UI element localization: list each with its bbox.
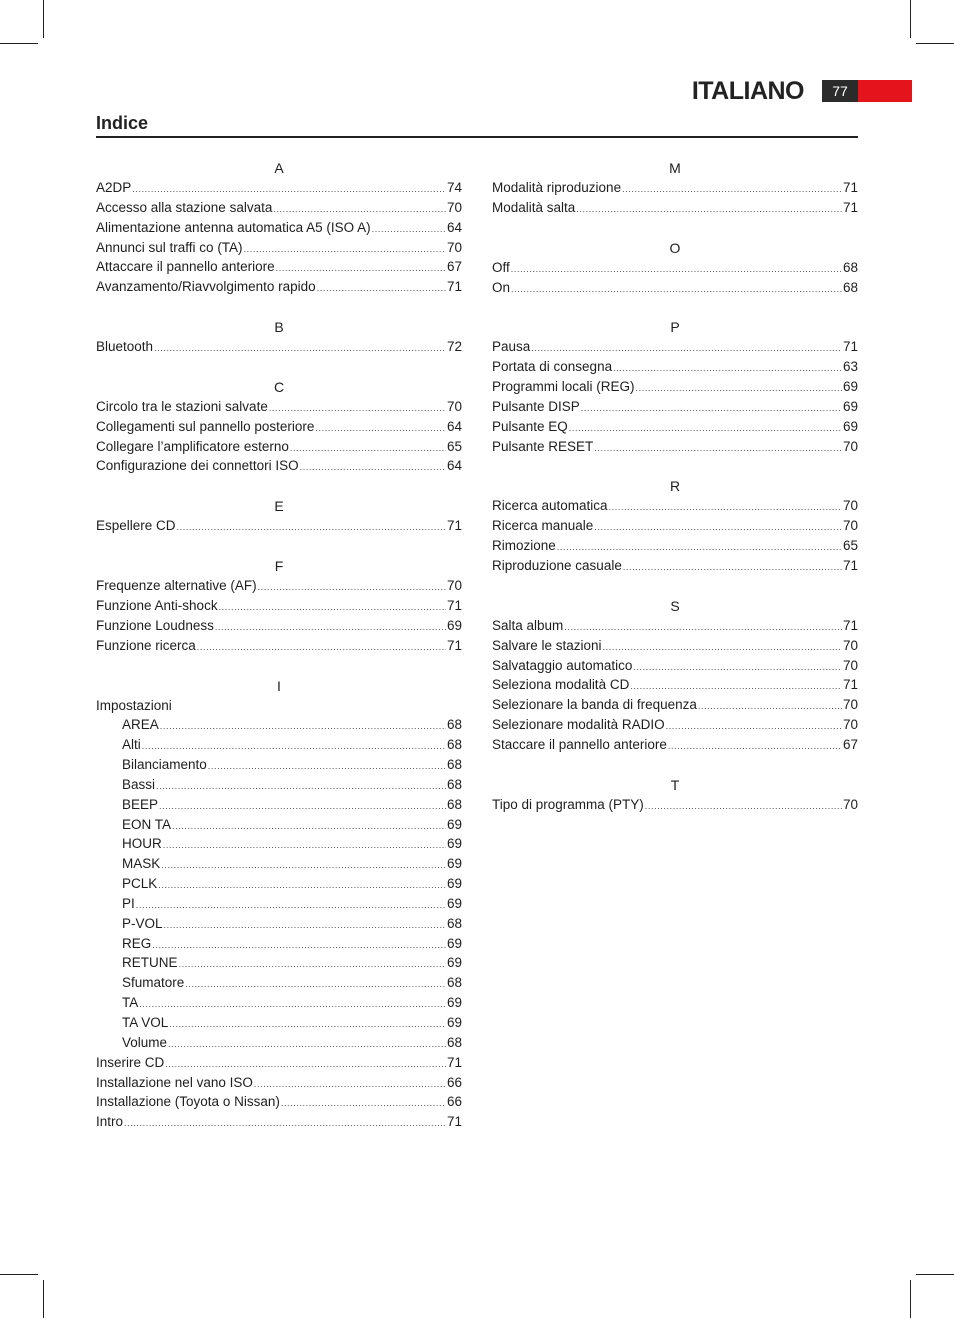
dot-leader — [219, 596, 446, 618]
crop-mark — [0, 43, 38, 44]
entry-page: 70 — [842, 717, 858, 733]
crop-mark — [0, 1274, 38, 1275]
dot-leader — [557, 536, 842, 558]
dot-leader — [300, 456, 446, 478]
entry-label: Collegare l’amplificatore esterno — [96, 438, 289, 454]
dot-leader — [244, 238, 446, 260]
entry-page: 71 — [842, 199, 858, 215]
index-letter: P — [670, 319, 680, 336]
entry-label: Selezionare modalità RADIO — [492, 717, 665, 733]
entry-label: HOUR — [122, 836, 162, 852]
entry-page: 70 — [842, 657, 858, 673]
dot-leader — [139, 993, 446, 1015]
entry-page: 71 — [842, 617, 858, 633]
index-entry[interactable] — [492, 496, 858, 516]
group-spacer — [96, 656, 462, 676]
entry-label: Volume — [122, 1034, 168, 1050]
entry-page: 74 — [446, 180, 462, 195]
index-entry[interactable] — [96, 775, 462, 795]
entry-page: 69 — [446, 876, 462, 892]
index-entry[interactable] — [96, 397, 462, 417]
dot-leader — [290, 437, 446, 459]
entry-label: Attaccare il pannello anteriore — [96, 259, 275, 275]
index-entry[interactable] — [96, 854, 462, 874]
entry-label: Circolo tra le stazioni salvate — [96, 398, 268, 414]
entry-label: Intro — [96, 1114, 124, 1130]
entry-label: Selezionare la banda di frequenza — [492, 697, 697, 713]
index-entry[interactable] — [492, 357, 858, 377]
entry-page: 70 — [842, 796, 858, 812]
dot-leader — [142, 735, 446, 757]
entry-label: Portata di consegna — [492, 359, 613, 375]
index-entry[interactable] — [492, 616, 858, 636]
index-entry[interactable] — [96, 596, 462, 616]
dot-leader — [317, 277, 446, 299]
entry-page: 71 — [842, 557, 858, 573]
index-entry[interactable] — [492, 556, 858, 576]
index-entry[interactable] — [96, 198, 462, 218]
group-spacer — [492, 456, 858, 476]
entry-page: 70 — [842, 498, 858, 514]
index-entry[interactable] — [492, 397, 858, 417]
entry-label: Pausa — [492, 339, 531, 355]
entry-label: Annunci sul traffi co (TA) — [96, 239, 243, 255]
entry-label: Tipo di programma (PTY) — [492, 796, 644, 812]
entry-page: 68 — [446, 915, 462, 931]
entry-page: 63 — [842, 359, 858, 375]
index-entry[interactable] — [96, 894, 462, 914]
dot-leader — [668, 735, 842, 757]
index-letter: O — [669, 239, 681, 256]
entry-label: Pulsante EQ — [492, 418, 568, 434]
dot-leader — [132, 178, 446, 200]
crop-mark — [910, 1280, 911, 1318]
dot-leader — [511, 258, 842, 280]
index-entry[interactable] — [96, 953, 462, 973]
dot-leader — [154, 337, 446, 359]
dot-leader — [281, 1092, 446, 1114]
entry-page: 67 — [446, 259, 462, 275]
index-letter: I — [277, 677, 281, 694]
entry-label: BEEP — [122, 796, 159, 812]
dot-leader — [636, 377, 842, 399]
crop-mark — [43, 1280, 44, 1318]
entry-label: Configurazione dei connettori ISO — [96, 458, 299, 474]
entry-label: Staccare il pannello anteriore — [492, 736, 667, 752]
entry-page: 68 — [446, 757, 462, 773]
entry-label: Off — [492, 259, 510, 275]
dot-leader — [633, 656, 842, 678]
entry-label: Salvataggio automatico — [492, 657, 633, 673]
index-letter: A — [274, 160, 284, 176]
entry-page: 70 — [842, 637, 858, 653]
entry-page: 71 — [446, 597, 462, 613]
dot-leader — [276, 257, 446, 279]
dot-leader — [124, 1112, 446, 1134]
index-entry[interactable] — [96, 973, 462, 993]
group-spacer — [492, 755, 858, 775]
dot-leader — [208, 755, 446, 777]
entry-page: 72 — [446, 339, 462, 355]
entry-label: Alti — [122, 737, 141, 753]
entry-label: On — [492, 279, 511, 295]
entry-page: 69 — [842, 398, 858, 414]
entry-page: 66 — [446, 1094, 462, 1110]
entry-page: 68 — [446, 737, 462, 753]
entry-page: 64 — [446, 458, 462, 474]
dot-leader — [269, 397, 446, 419]
entry-page: 70 — [446, 239, 462, 255]
index-entry[interactable] — [492, 437, 858, 457]
index-entry[interactable] — [96, 516, 462, 536]
entry-page: 69 — [446, 935, 462, 951]
index-letter: R — [669, 478, 681, 495]
entry-page: 69 — [446, 995, 462, 1011]
index-entry[interactable] — [492, 337, 858, 357]
entry-page: 68 — [842, 259, 858, 275]
dot-leader — [185, 973, 446, 995]
dot-leader — [622, 178, 842, 200]
index-entry[interactable] — [96, 696, 462, 716]
dot-leader — [581, 397, 842, 419]
dot-leader — [136, 894, 446, 916]
entry-label: Avanzamento/Riavvolgimento rapido — [96, 279, 316, 295]
entry-label: Rimozione — [492, 538, 556, 554]
index-entry[interactable] — [96, 218, 462, 238]
entry-page: 68 — [446, 717, 462, 733]
crop-mark — [916, 1274, 954, 1275]
dot-leader — [594, 437, 842, 459]
entry-label: Pulsante RESET — [492, 438, 594, 454]
entry-label: Modalità riproduzione — [492, 180, 622, 195]
index-entry[interactable] — [96, 755, 462, 775]
entry-label: Installazione (Toyota o Nissan) — [96, 1094, 280, 1110]
index-entry[interactable] — [96, 257, 462, 277]
page-number: 77 — [822, 80, 858, 102]
index-entry[interactable] — [96, 1013, 462, 1033]
index-entry[interactable] — [492, 795, 858, 815]
entry-label: Alimentazione antenna automatica A5 (ISO A) — [96, 219, 371, 235]
index-entry[interactable] — [492, 715, 858, 735]
dot-leader — [179, 953, 446, 975]
dot-leader — [623, 556, 842, 578]
entry-label: MASK — [122, 856, 161, 872]
dot-leader — [161, 854, 446, 876]
entry-label: PI — [122, 895, 135, 911]
entry-label: AREA — [122, 717, 159, 733]
dot-leader — [172, 815, 446, 837]
entry-label: Ricerca manuale — [492, 518, 594, 534]
index-letter: B — [274, 319, 284, 336]
entry-label: Funzione ricerca — [96, 637, 196, 653]
entry-page: 70 — [446, 199, 462, 215]
index-entry[interactable] — [96, 1092, 462, 1112]
entry-page: 70 — [446, 578, 462, 594]
dot-leader — [156, 775, 446, 797]
entry-page: 68 — [446, 975, 462, 991]
dot-leader — [372, 218, 446, 240]
index-letter: S — [670, 597, 680, 614]
entry-page: 64 — [446, 219, 462, 235]
dot-leader — [163, 834, 446, 856]
index-entry[interactable] — [492, 258, 858, 278]
entry-page: 69 — [446, 895, 462, 911]
dot-leader — [254, 1073, 446, 1095]
group-spacer — [492, 218, 858, 238]
dot-leader — [159, 795, 446, 817]
index-entry[interactable] — [96, 795, 462, 815]
dot-leader — [160, 715, 446, 737]
entry-page: 71 — [446, 1054, 462, 1070]
index-column-left — [96, 158, 462, 1132]
entry-label: Salvare le stazioni — [492, 637, 602, 653]
index-entry[interactable] — [96, 1033, 462, 1053]
dot-leader — [531, 337, 842, 359]
index-entry[interactable] — [492, 516, 858, 536]
index-entry[interactable] — [96, 934, 462, 954]
dot-leader — [197, 636, 446, 658]
index-entry[interactable] — [492, 636, 858, 656]
dot-leader — [169, 1013, 446, 1035]
entry-label: Seleziona modalità CD — [492, 677, 630, 693]
dot-leader — [630, 675, 842, 697]
group-spacer — [96, 357, 462, 377]
index-entry[interactable] — [492, 178, 858, 198]
index-entry[interactable] — [96, 238, 462, 258]
entry-label: Ricerca automatica — [492, 498, 608, 514]
index-entry[interactable] — [96, 834, 462, 854]
entry-label: Sfumatore — [122, 975, 185, 991]
index-entry[interactable] — [96, 456, 462, 476]
group-spacer — [492, 576, 858, 596]
index-column-right — [492, 158, 858, 815]
dot-leader — [158, 874, 446, 896]
entry-label: TA — [122, 995, 139, 1011]
group-spacer — [492, 297, 858, 317]
entry-page: 69 — [446, 1015, 462, 1030]
entry-label: Bluetooth — [96, 339, 154, 355]
dot-leader — [164, 914, 446, 936]
entry-label: Installazione nel vano ISO — [96, 1074, 253, 1090]
dot-leader — [273, 198, 446, 220]
dot-leader — [576, 198, 842, 220]
language-heading: ITALIANO — [691, 77, 804, 105]
entry-page: 70 — [446, 398, 462, 414]
title-rule — [96, 136, 858, 138]
dot-leader — [569, 417, 842, 439]
index-entry[interactable] — [96, 735, 462, 755]
dot-leader — [666, 715, 842, 737]
index-entry[interactable] — [492, 695, 858, 715]
index-entry[interactable] — [492, 278, 858, 298]
entry-label: Riproduzione casuale — [492, 557, 622, 573]
entry-page: 64 — [446, 418, 462, 434]
index-entry[interactable] — [96, 914, 462, 934]
group-spacer — [96, 536, 462, 556]
entry-label: Accesso alla stazione salvata — [96, 199, 273, 215]
dot-leader — [609, 496, 842, 518]
index-entry[interactable] — [492, 536, 858, 556]
index-entry[interactable] — [96, 277, 462, 297]
entry-label: Bilanciamento — [122, 757, 207, 773]
entry-page: 71 — [842, 339, 858, 355]
index-entry[interactable] — [96, 576, 462, 596]
index-entry[interactable] — [96, 178, 462, 198]
entry-label: Salta album — [492, 617, 564, 633]
dot-leader — [215, 616, 446, 638]
index-entry[interactable] — [492, 417, 858, 437]
entry-page: 71 — [446, 518, 462, 534]
entry-page: 69 — [446, 955, 462, 971]
entry-page: 68 — [842, 279, 858, 295]
dot-leader — [177, 516, 446, 538]
entry-label: Modalità salta — [492, 199, 576, 215]
entry-label: Inserire CD — [96, 1054, 165, 1070]
entry-page: 69 — [842, 418, 858, 434]
index-entry[interactable] — [96, 437, 462, 457]
group-spacer — [96, 476, 462, 496]
entry-label: A2DP — [96, 180, 132, 195]
group-spacer — [96, 297, 462, 317]
page-title: Indice — [96, 113, 149, 133]
dot-leader — [152, 934, 446, 956]
entry-page: 69 — [446, 617, 462, 633]
entry-page: 67 — [842, 736, 858, 752]
entry-label: Funzione Loudness — [96, 617, 214, 633]
index-entry[interactable] — [492, 735, 858, 755]
index-letter: F — [274, 558, 284, 575]
index-entry[interactable] — [96, 1112, 462, 1132]
dot-leader — [168, 1033, 446, 1055]
index-entry[interactable] — [96, 715, 462, 735]
entry-page: 71 — [446, 1114, 462, 1130]
entry-page: 69 — [446, 836, 462, 852]
entry-label: Frequenze alternative (AF) — [96, 578, 257, 594]
entry-label: Bassi — [122, 776, 156, 792]
index-entry[interactable] — [96, 874, 462, 894]
entry-page: 70 — [842, 697, 858, 713]
index-entry[interactable] — [492, 656, 858, 676]
dot-leader — [564, 616, 842, 638]
index-entry[interactable] — [492, 198, 858, 218]
entry-page: 71 — [446, 279, 462, 295]
index-letter: M — [669, 160, 681, 176]
dot-leader — [315, 417, 446, 439]
entry-label: Programmi locali (REG) — [492, 379, 635, 395]
entry-label: Espellere CD — [96, 518, 176, 534]
entry-page: 65 — [446, 438, 462, 454]
index-entry[interactable] — [96, 993, 462, 1013]
entry-page: 70 — [842, 518, 858, 534]
entry-page: 69 — [446, 856, 462, 872]
dot-leader — [613, 357, 842, 379]
entry-page: 66 — [446, 1074, 462, 1090]
index-entry[interactable] — [96, 337, 462, 357]
entry-page: 69 — [446, 816, 462, 832]
index-entry[interactable] — [96, 636, 462, 656]
entry-label: TA VOL — [122, 1015, 169, 1030]
index-entry[interactable] — [492, 675, 858, 695]
entry-label: P-VOL — [122, 915, 163, 931]
dot-leader — [603, 636, 842, 658]
entry-label: REG — [122, 935, 152, 951]
entry-page: 70 — [842, 438, 858, 454]
entry-label: PCLK — [122, 876, 158, 892]
entry-label: Impostazioni — [96, 697, 172, 713]
index-letter: E — [274, 498, 284, 515]
index-letter: C — [273, 378, 285, 395]
entry-label: RETUNE — [122, 955, 178, 971]
entry-page: 68 — [446, 1034, 462, 1050]
index-entry[interactable] — [96, 1073, 462, 1093]
crop-mark — [910, 0, 911, 38]
index-entry[interactable] — [492, 377, 858, 397]
dot-leader — [258, 576, 446, 598]
index-letter: T — [670, 776, 680, 793]
dot-leader — [645, 795, 842, 817]
entry-page: 68 — [446, 796, 462, 812]
entry-label: Collegamenti sul pannello posteriore — [96, 418, 315, 434]
entry-page: 71 — [842, 180, 858, 195]
entry-label: Pulsante DISP — [492, 398, 580, 414]
crop-mark — [916, 43, 954, 44]
entry-label: EON TA — [122, 816, 172, 832]
entry-label: Funzione Anti-shock — [96, 597, 218, 613]
page-badge — [822, 80, 912, 102]
dot-leader — [165, 1053, 446, 1075]
entry-page: 65 — [842, 538, 858, 554]
entry-page: 71 — [446, 637, 462, 653]
entry-page: 69 — [842, 379, 858, 395]
crop-mark — [43, 0, 44, 38]
index-entry[interactable] — [96, 417, 462, 437]
dot-leader — [698, 695, 842, 717]
index-entry[interactable] — [96, 1053, 462, 1073]
index-entry[interactable] — [96, 616, 462, 636]
dot-leader — [594, 516, 842, 538]
dot-leader — [511, 278, 842, 300]
index-entry[interactable] — [96, 815, 462, 835]
entry-page: 68 — [446, 776, 462, 792]
entry-page: 71 — [842, 677, 858, 693]
